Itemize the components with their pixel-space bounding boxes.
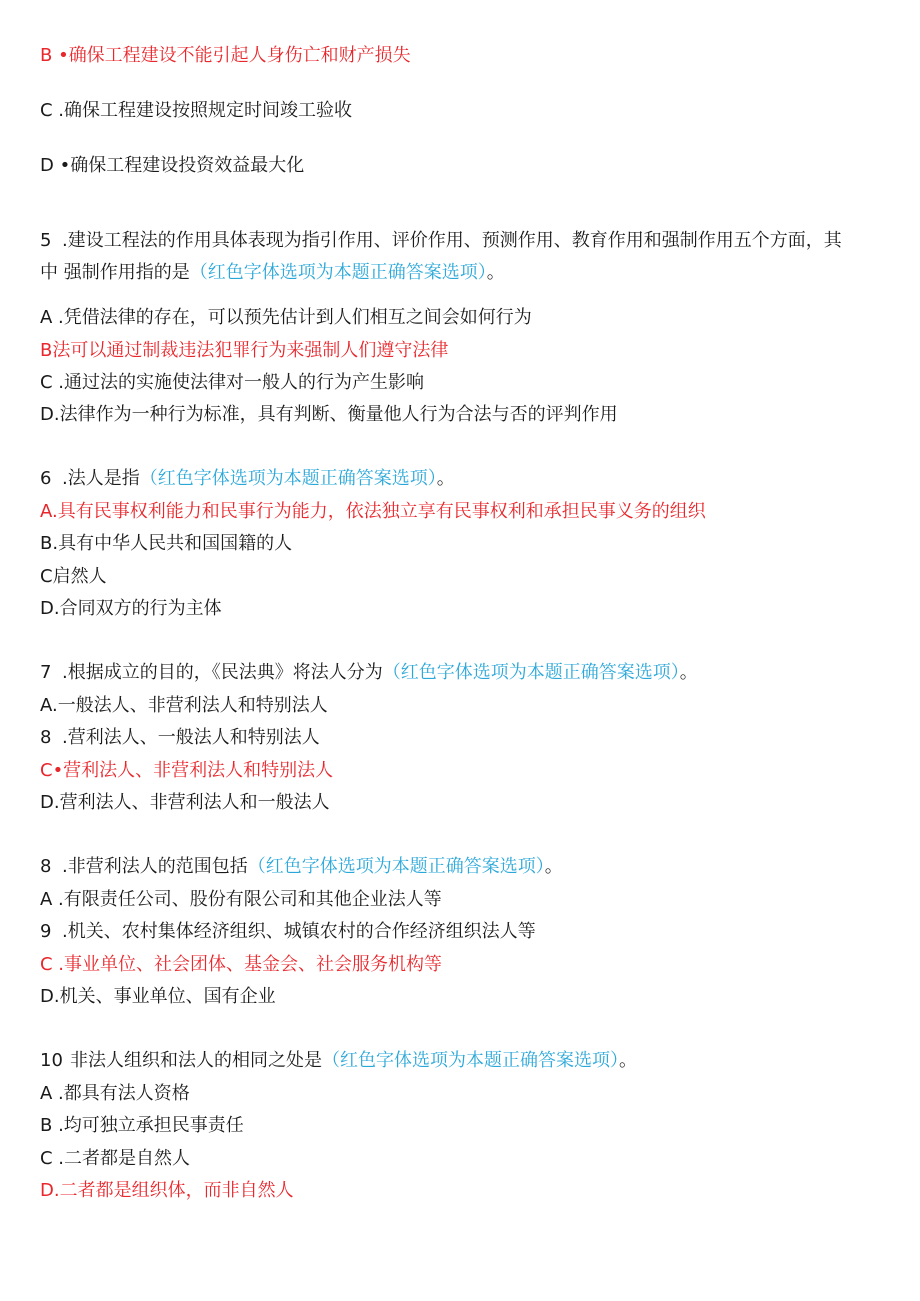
q8-option-b <box>40 920 536 944</box>
q5-stem-line1 <box>40 229 842 253</box>
q5-option-b: B法可以通过制裁违法犯罪行为来强制人们遵守法律 <box>40 340 449 361</box>
q6-stem-text: .法人是指 <box>62 468 140 489</box>
q7-option-a: A.一般法人、非营利法人和特别法人 <box>40 695 328 716</box>
q7-stem <box>40 661 698 685</box>
q5-stem-text2: 中 强制作用指的是 <box>40 262 190 283</box>
q5-stem-text1: .建设工程法的作用具体表现为指引作用、评价作用、预测作用、教育作用和强制作用五个方面，其 <box>62 230 842 251</box>
q7-hint: （红色字体选项为本题正确答案选项） <box>382 662 680 683</box>
q5-option-d: D.法律作为一种行为标准，具有判断、衡量他人行为合法与否的评判作用 <box>40 404 618 425</box>
q8-number: 8 <box>40 856 52 877</box>
q10-stem <box>40 1049 637 1073</box>
q10-hint: （红色字体选项为本题正确答案选项） <box>322 1050 619 1071</box>
q7-option-b <box>40 726 320 750</box>
q4-option-d: D •确保工程建设投资效益最大化 <box>40 155 305 176</box>
q8-option-b-number: 9 <box>40 921 52 942</box>
q7-option-b-text: .营利法人、一般法人和特别法人 <box>62 727 320 748</box>
q7-number: 7 <box>40 662 52 683</box>
q7-stem-text: .根据成立的目的，《民法典》将法人分为 <box>62 662 383 683</box>
q5-number: 5 <box>40 230 52 251</box>
q8-option-d: D.机关、事业单位、国有企业 <box>40 986 276 1007</box>
q6-end: 。 <box>436 468 455 489</box>
q6-option-c: C启然人 <box>40 566 107 587</box>
q5-stem-line2 <box>40 261 505 285</box>
q10-option-c: C .二者都是自然人 <box>40 1148 191 1169</box>
q8-end: 。 <box>544 856 563 877</box>
q5-hint: （红色字体选项为本题正确答案选项） <box>189 262 487 283</box>
q8-option-a: A .有限责任公司、股份有限公司和其他企业法人等 <box>40 889 442 910</box>
q5-option-a: A .凭借法律的存在，可以预先估计到人们相互之间会如何行为 <box>40 307 532 328</box>
q6-stem <box>40 467 455 491</box>
q8-stem <box>40 855 563 879</box>
q10-end: 。 <box>619 1050 637 1071</box>
q10-option-b: B .均可独立承担民事责任 <box>40 1115 244 1136</box>
q5-option-c: C .通过法的实施使法律对一般人的行为产生影响 <box>40 372 425 393</box>
q10-stem-text: 非法人组织和法人的相同之处是 <box>70 1050 322 1071</box>
q8-option-c: C .事业单位、社会团体、基金会、社会服务机构等 <box>40 954 443 975</box>
q7-option-b-number: 8 <box>40 727 52 748</box>
q5-end: 。 <box>486 262 505 283</box>
q4-option-b: B •确保工程建设不能引起人身伤亡和财产损失 <box>40 45 411 66</box>
q10-option-d: D.二者都是组织体，而非自然人 <box>40 1180 294 1201</box>
q6-option-b: B.具有中华人民共和国国籍的人 <box>40 533 293 554</box>
q7-option-c: C•营利法人、非营利法人和特别法人 <box>40 760 334 781</box>
q8-stem-text: .非营利法人的范围包括 <box>62 856 248 877</box>
q7-option-d: D.营利法人、非营利法人和一般法人 <box>40 792 330 813</box>
q10-option-a: A .都具有法人资格 <box>40 1083 190 1104</box>
q6-hint: （红色字体选项为本题正确答案选项） <box>139 468 437 489</box>
q8-hint: （红色字体选项为本题正确答案选项） <box>247 856 545 877</box>
q6-option-d: D.合同双方的行为主体 <box>40 598 222 619</box>
q7-end: 。 <box>679 662 698 683</box>
q8-option-b-text: .机关、农村集体经济组织、城镇农村的合作经济组织法人等 <box>62 921 536 942</box>
q10-number: 10 <box>40 1050 63 1071</box>
q4-option-c: C .确保工程建设按照规定时间竣工验收 <box>40 100 353 121</box>
q6-option-a: A.具有民事权利能力和民事行为能力，依法独立享有民事权利和承担民事义务的组织 <box>40 501 706 522</box>
q6-number: 6 <box>40 468 52 489</box>
